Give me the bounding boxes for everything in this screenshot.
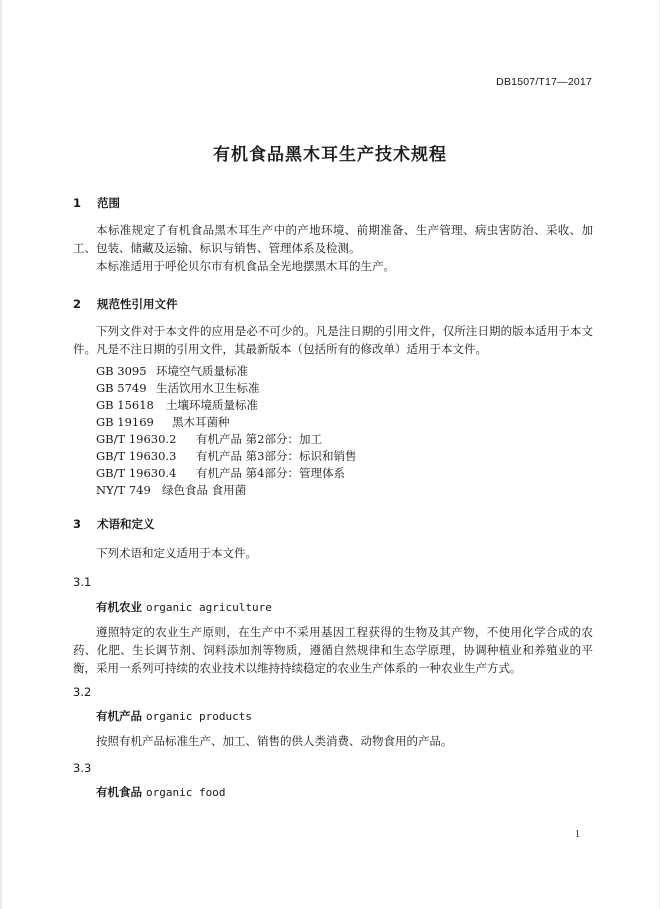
section-title: 规范性引用文件: [97, 297, 178, 311]
reference-item: [96, 414, 230, 430]
section-2-intro: 下列文件对于本文件的应用是必不可少的。凡是注日期的引用文件，仅所注日期的版本适用于本文件。凡是不注日期的引用文件，其最新版本（包括所有的修改单）适用于本文件。: [73, 324, 593, 356]
reference-item: [96, 448, 356, 464]
reference-item: [96, 380, 260, 396]
reference-code: GB/T 19630.2: [96, 432, 177, 446]
reference-item: [96, 482, 246, 498]
page-number: 1: [575, 829, 580, 840]
reference-item: [96, 431, 322, 447]
term-heading: [96, 708, 252, 724]
document-code: DB1507/T17—2017: [496, 76, 592, 88]
section-3-heading: [73, 516, 155, 532]
term-number: 3.3: [73, 761, 92, 775]
reference-code: GB 5749: [96, 381, 147, 395]
scan-edge-left: [0, 0, 2, 909]
page-title: 有机食品黑木耳生产技术规程: [213, 145, 447, 165]
section-number: 2: [73, 297, 82, 311]
section-number: 1: [73, 196, 82, 210]
section-1-paragraph-2: 本标准适用于呼伦贝尔市有机食品全光地摆黑木耳的生产。: [96, 259, 395, 273]
reference-name: 有机产品 第3部分：标识和销售: [196, 449, 357, 463]
section-3-intro: 下列术语和定义适用于本文件。: [96, 546, 257, 560]
section-1-paragraph-1: 本标准规定了有机食品黑木耳生产中的产地环境、前期准备、生产管理、病虫害防治、采收、加工、包装、储藏及运输、标识与销售、管理体系及检测。: [73, 223, 593, 255]
term-english: organic food: [146, 786, 226, 799]
term-definition: 遵照特定的农业生产原则，在生产中不采用基因工程获得的生物及其产物，不使用化学合成的农药、化肥、生长调节剂、饲料添加剂等物质，遵循自然规律和生态学原理，协调种植业和养殖业的平衡，采用一系列可持续的农业技术以维持持续稳定的农业生产体系的一种农业生产方式。: [73, 625, 593, 675]
reference-name: 黑木耳菌种: [172, 415, 230, 429]
section-number: 3: [73, 517, 82, 531]
reference-code: GB/T 19630.4: [96, 466, 177, 480]
reference-name: 绿色食品 食用菌: [162, 483, 247, 497]
section-title: 术语和定义: [97, 517, 155, 531]
term-chinese: 有机产品: [96, 709, 142, 723]
reference-item: [96, 363, 248, 379]
term-english: organic products: [146, 710, 252, 723]
section-1-heading: [73, 195, 120, 211]
reference-item: [96, 465, 345, 481]
reference-name: 土壤环境质量标准: [166, 398, 258, 412]
term-heading: [96, 599, 272, 615]
section-title: 范围: [97, 196, 120, 210]
reference-code: GB 3095: [96, 364, 147, 378]
term-number: 3.2: [73, 685, 92, 699]
term-chinese: 有机农业: [96, 600, 142, 614]
term-definition: 按照有机产品标准生产、加工、销售的供人类消费、动物食用的产品。: [96, 734, 453, 748]
reference-code: NY/T 749: [96, 483, 151, 497]
reference-name: 有机产品 第4部分：管理体系: [196, 466, 345, 480]
section-2-heading: [73, 296, 178, 312]
reference-code: GB 19169: [96, 415, 154, 429]
reference-item: [96, 397, 258, 413]
reference-name: 有机产品 第2部分：加工: [196, 432, 322, 446]
term-heading: [96, 784, 226, 800]
reference-code: GB/T 19630.3: [96, 449, 177, 463]
term-english: organic agriculture: [146, 601, 272, 614]
term-number: 3.1: [73, 575, 92, 589]
reference-name: 环境空气质量标准: [156, 364, 248, 378]
reference-code: GB 15618: [96, 398, 154, 412]
reference-name: 生活饮用水卫生标准: [156, 381, 260, 395]
term-chinese: 有机食品: [96, 785, 142, 799]
